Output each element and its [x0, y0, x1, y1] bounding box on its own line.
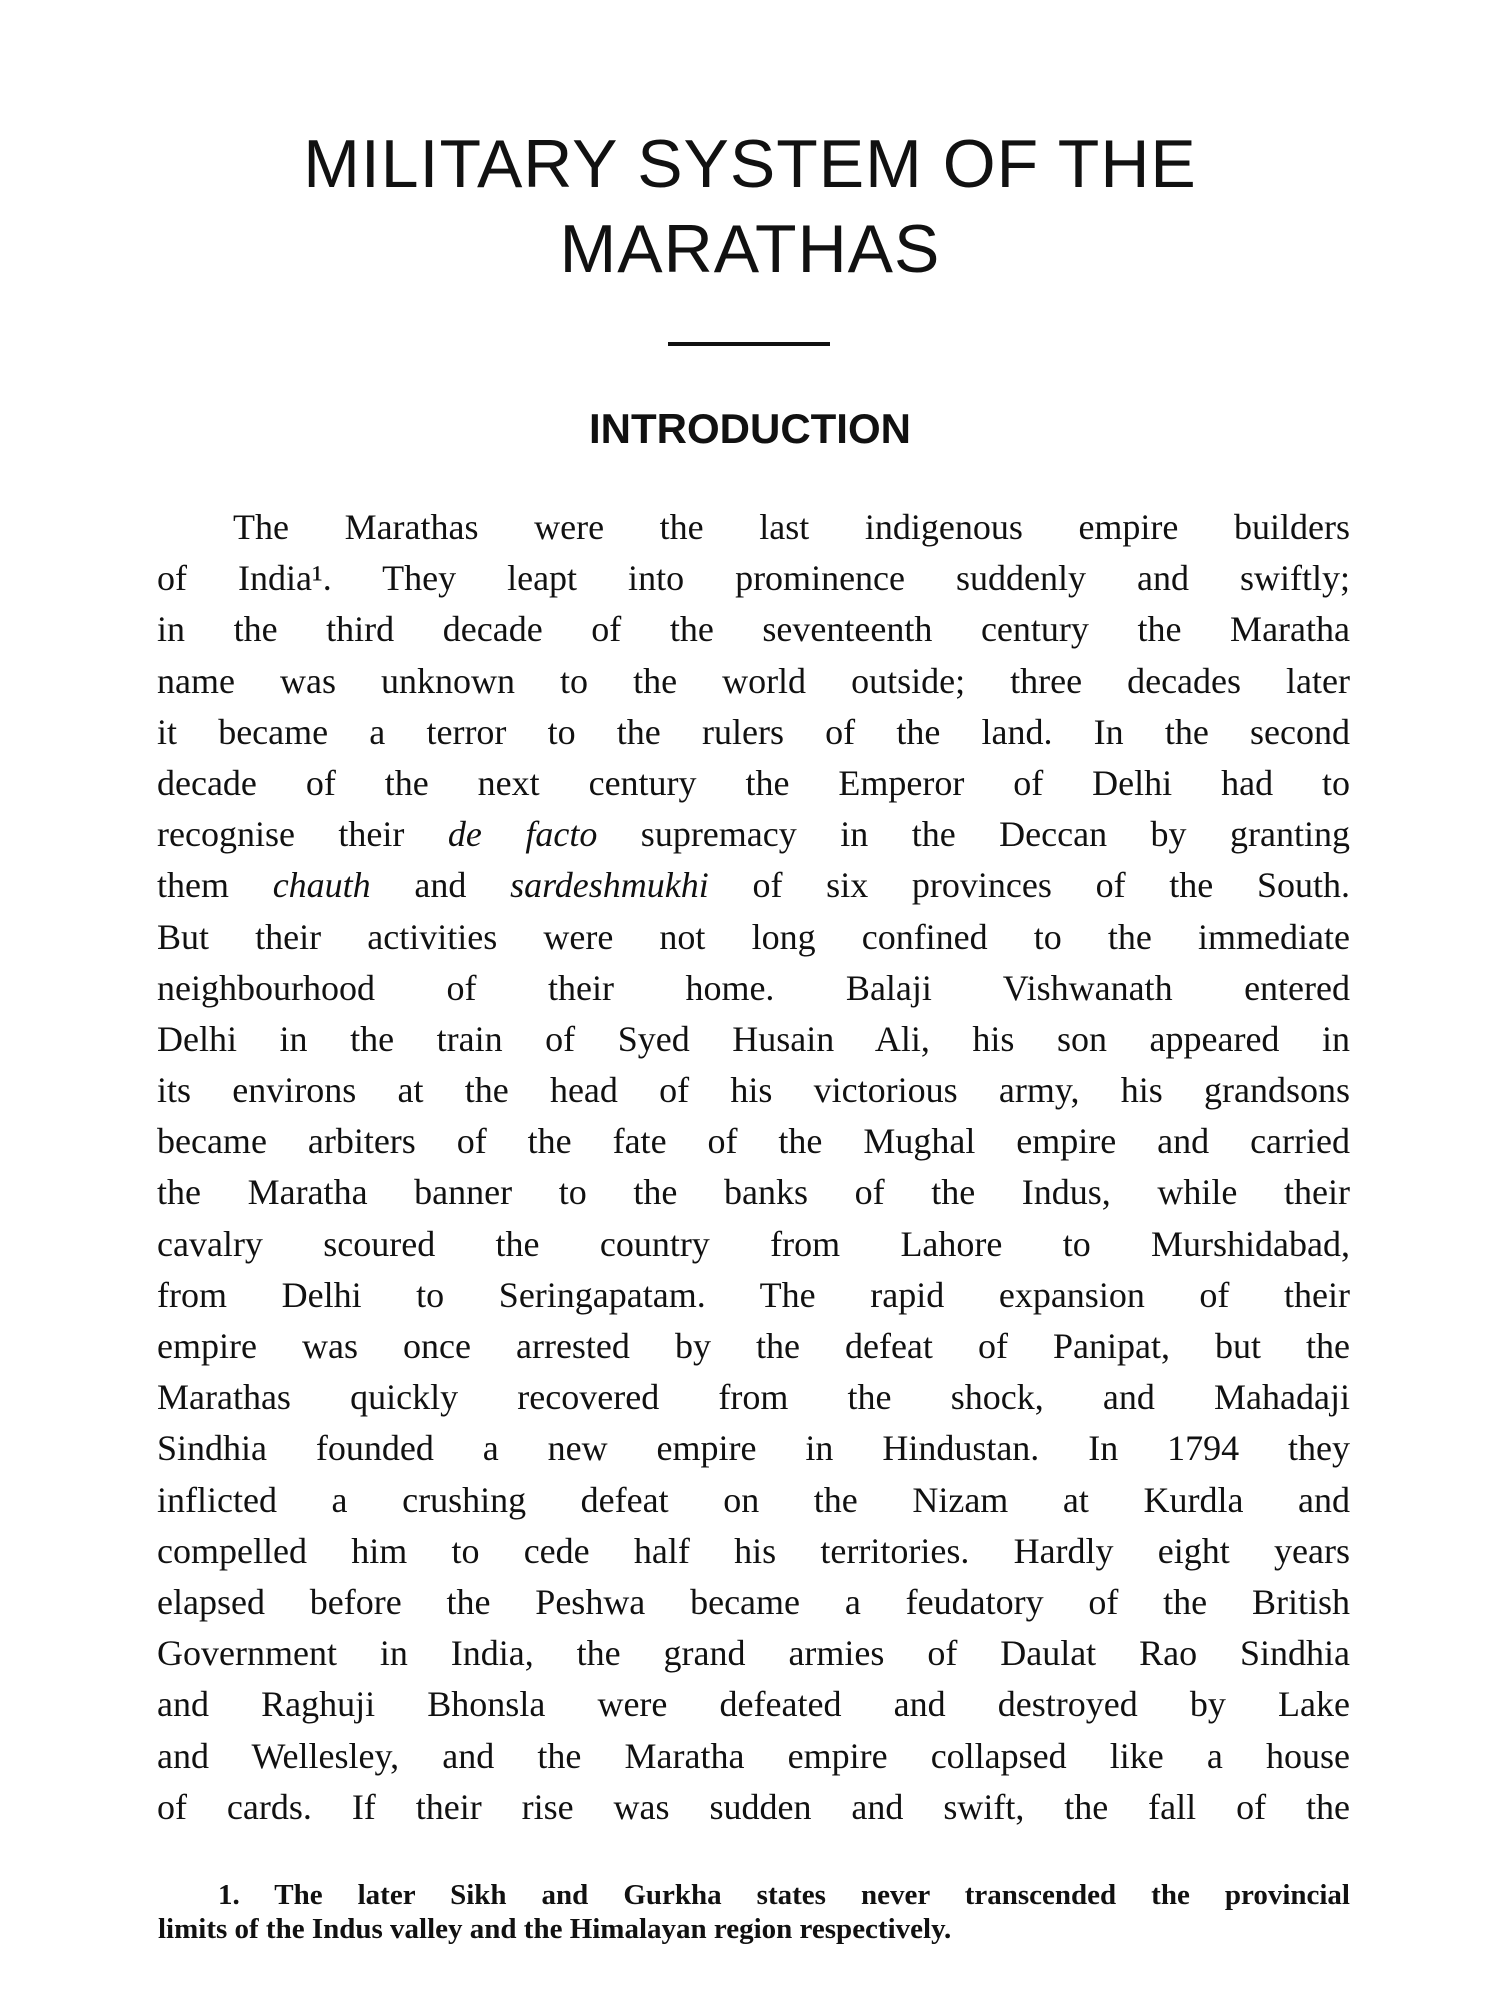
body-line: inflicted a crushing defeat on the Nizam at Kurdla and	[157, 1479, 1350, 1520]
body-line: and Raghuji Bhonsla were defeated and destroyed by Lake	[157, 1684, 1350, 1725]
body-line: empire was once arrested by the defeat of Panipat, but the	[157, 1326, 1350, 1366]
body-line: Government in India, the grand armies of Daulat Rao Sindhia	[157, 1633, 1350, 1674]
body-line: neighbourhood of their home. Balaji Vishwanath entered	[157, 967, 1350, 1008]
body-line: the Maratha banner to the banks of the Indus, while their	[157, 1172, 1350, 1213]
footnote-line: limits of the Indus valley and the Himalayan region respectively.	[158, 1913, 952, 1945]
body-line: compelled him to cede half his territories. Hardly eight years	[157, 1530, 1350, 1571]
body-line: name was unknown to the world outside; three decades later	[157, 660, 1350, 701]
body-line: from Delhi to Seringapatam. The rapid expansion of their	[157, 1274, 1350, 1315]
body-line: and Wellesley, and the Maratha empire collapsed like a house	[157, 1735, 1350, 1776]
body-line: it became a terror to the rulers of the land. In the second	[157, 711, 1350, 752]
body-line: Sindhia founded a new empire in Hindustan. In 1794 they	[157, 1428, 1350, 1469]
body-line: became arbiters of the fate of the Mughal empire and carried	[157, 1121, 1350, 1162]
body-line: them chauth and sardeshmukhi of six provinces of the South.	[157, 865, 1350, 906]
body-paragraph	[157, 502, 1350, 1833]
footnote-line: 1. The later Sikh and Gurkha states never transcended the provincial	[218, 1879, 1350, 1911]
section-heading: INTRODUCTION	[589, 405, 911, 452]
body-line: The Marathas were the last indigenous empire builders	[233, 507, 1350, 547]
body-line: recognise their de facto supremacy in the Deccan by granting	[157, 814, 1350, 855]
body-line: elapsed before the Peshwa became a feudatory of the British	[157, 1581, 1350, 1622]
body-line: its environs at the head of his victorious army, his grandsons	[157, 1070, 1350, 1111]
page-title-line-2: MARATHAS	[559, 211, 941, 287]
body-line: But their activities were not long confined to the immediate	[157, 916, 1350, 957]
body-line: Delhi in the train of Syed Husain Ali, his son appeared in	[157, 1018, 1350, 1059]
title-divider-rule	[668, 342, 830, 346]
body-line: cavalry scoured the country from Lahore to Murshidabad,	[157, 1223, 1350, 1264]
body-line: of India¹. They leapt into prominence suddenly and swiftly;	[157, 558, 1350, 599]
body-line: Marathas quickly recovered from the shock, and Mahadaji	[157, 1377, 1350, 1418]
footnote	[158, 1878, 1350, 1946]
page-title-line-1: MILITARY SYSTEM OF THE	[303, 126, 1197, 202]
body-line: in the third decade of the seventeenth century the Maratha	[157, 609, 1350, 650]
body-line: of cards. If their rise was sudden and swift, the fall of the	[157, 1786, 1350, 1827]
body-line: decade of the next century the Emperor of Delhi had to	[157, 762, 1350, 803]
